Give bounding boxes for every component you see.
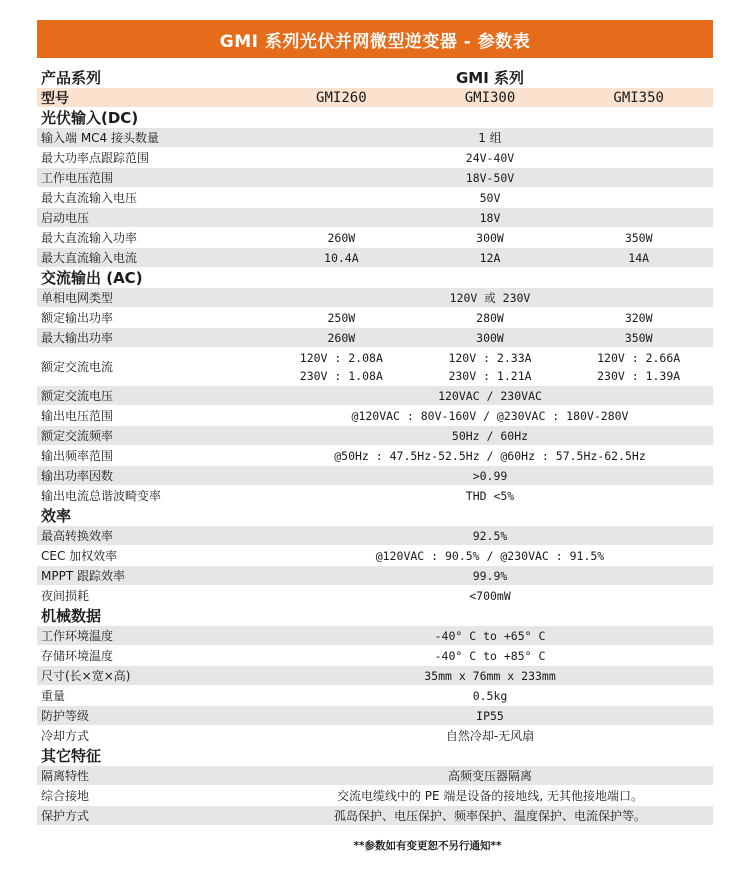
row-label: 型号 xyxy=(41,90,69,107)
row-value: 120VAC / 230VAC xyxy=(438,388,542,403)
row-label: CEC 加权效率 xyxy=(41,549,118,563)
row-value: 交流电缆线中的 PE 端是设备的接地线, 无其他接地端口。 xyxy=(336,789,644,803)
table-row xyxy=(37,386,713,406)
row-cell: 350W xyxy=(624,230,653,245)
row-label: 最大直流输入电压 xyxy=(41,191,138,205)
row-value: <700mW xyxy=(469,588,511,603)
row-label: 输出电流总谐波畸变率 xyxy=(41,489,162,503)
row-value: THD <5% xyxy=(465,488,515,503)
row-label: 输出功率因数 xyxy=(41,469,114,483)
table-row xyxy=(37,446,713,466)
row-value: 50Hz / 60Hz xyxy=(451,428,529,443)
table-row xyxy=(37,128,713,148)
table-row xyxy=(37,188,713,208)
row-value: 18V-50V xyxy=(465,170,515,185)
row-label: 保护方式 xyxy=(41,809,90,823)
row-label: 尺寸(长×宽×高) xyxy=(41,669,131,683)
table-row xyxy=(37,646,713,666)
row-label: 输出频率范围 xyxy=(41,449,114,463)
row-label: 隔离特性 xyxy=(41,769,90,783)
table-row xyxy=(37,248,713,268)
row-cell: 260W xyxy=(327,230,356,245)
section-title: 交流输出 (AC) xyxy=(41,269,143,287)
section-heading xyxy=(37,506,713,526)
row-value: 92.5% xyxy=(472,528,508,543)
row-value: 99.9% xyxy=(472,568,508,583)
table-row xyxy=(37,586,713,606)
row-cell: 260W xyxy=(327,330,356,345)
table-row xyxy=(37,348,713,386)
row-cell: 10.4A xyxy=(324,250,359,265)
row-label: 输入端 MC4 接头数量 xyxy=(41,131,159,145)
table-row xyxy=(37,168,713,188)
row-value: 35mm x 76mm x 233mm xyxy=(424,668,556,683)
row-value: @50Hz : 47.5Hz-52.5Hz / @60Hz : 57.5Hz-62.5Hz xyxy=(334,448,646,463)
table-row xyxy=(37,766,713,786)
cell-line: 230V : 1.08A xyxy=(299,368,383,383)
row-label: 防护等级 xyxy=(41,709,90,723)
row-value: 自然冷却-无风扇 xyxy=(445,729,535,743)
row-label: MPPT 跟踪效率 xyxy=(41,569,125,583)
table-row xyxy=(37,726,713,746)
cell-line: 230V : 1.21A xyxy=(448,368,532,383)
section-heading xyxy=(37,268,713,288)
table-row xyxy=(37,786,713,806)
spec-table xyxy=(37,68,713,826)
table-row xyxy=(37,328,713,348)
row-value: -40° C to +65° C xyxy=(434,628,546,643)
row-value: IP55 xyxy=(476,708,504,723)
table-row xyxy=(37,706,713,726)
table-row xyxy=(37,148,713,168)
row-label: 额定交流频率 xyxy=(41,429,114,443)
row-cell: 300W xyxy=(476,330,504,345)
table-row xyxy=(37,406,713,426)
table-row xyxy=(37,208,713,228)
row-label: 工作环境温度 xyxy=(41,629,114,643)
cell-line: 120V : 2.66A xyxy=(597,350,681,365)
row-label: 最大输出功率 xyxy=(41,331,114,345)
table-row xyxy=(37,426,713,446)
row-cell: 300W xyxy=(476,230,504,245)
footnote xyxy=(0,838,750,853)
row-label: 综合接地 xyxy=(41,789,90,803)
table-row xyxy=(37,228,713,248)
table-row xyxy=(37,308,713,328)
row-value: 0.5kg xyxy=(472,688,508,703)
cell-line: 120V : 2.33A xyxy=(448,350,532,365)
cell-line: 120V : 2.08A xyxy=(299,350,383,365)
product-series-row xyxy=(37,68,713,88)
row-label: 输出电压范围 xyxy=(41,409,114,423)
row-label: 最大直流输入电流 xyxy=(41,251,138,265)
row-value: @120VAC : 90.5% / @230VAC : 91.5% xyxy=(375,548,605,563)
section-title: 机械数据 xyxy=(41,607,102,625)
row-label: 最高转换效率 xyxy=(41,529,114,543)
row-value: @120VAC : 80V-160V / @230VAC : 180V-280V xyxy=(351,408,629,423)
row-label: 额定输出功率 xyxy=(41,311,114,325)
table-row xyxy=(37,566,713,586)
model-cell: GMI350 xyxy=(613,89,664,106)
row-value: 24V-40V xyxy=(465,150,515,165)
row-label: 产品系列 xyxy=(41,69,102,87)
row-value: 50V xyxy=(479,190,501,205)
row-label: 最大功率点跟踪范围 xyxy=(41,151,150,165)
row-value: GMI 系列 xyxy=(455,69,525,87)
row-cell: 14A xyxy=(628,250,650,265)
row-cell xyxy=(267,349,416,385)
section-heading xyxy=(37,606,713,626)
row-value: -40° C to +85° C xyxy=(434,648,546,663)
row-cell: 320W xyxy=(624,310,653,325)
row-label: 夜间损耗 xyxy=(41,589,90,603)
row-value: >0.99 xyxy=(472,468,508,483)
section-heading xyxy=(37,746,713,766)
row-value: 120V 或 230V xyxy=(449,290,531,305)
row-cell: 280W xyxy=(476,310,504,325)
model-cell: GMI260 xyxy=(316,89,367,106)
table-row xyxy=(37,546,713,566)
row-cell xyxy=(564,349,713,385)
row-value: 18V xyxy=(479,210,501,225)
row-label: 重量 xyxy=(41,689,66,703)
row-label: 启动电压 xyxy=(41,211,90,225)
table-row xyxy=(37,288,713,308)
table-row xyxy=(37,626,713,646)
section-title: 光伏输入(DC) xyxy=(41,109,139,127)
row-cell: 12A xyxy=(479,250,501,265)
row-label: 额定交流电流 xyxy=(41,360,114,374)
section-title: 效率 xyxy=(41,507,72,525)
row-label: 最大直流输入功率 xyxy=(41,231,138,245)
table-row xyxy=(37,666,713,686)
row-label: 存储环境温度 xyxy=(41,649,114,663)
row-cell: 350W xyxy=(624,330,653,345)
row-label: 额定交流电压 xyxy=(41,389,114,403)
row-label: 工作电压范围 xyxy=(41,171,114,185)
section-heading xyxy=(37,108,713,128)
table-row xyxy=(37,526,713,546)
footnote-text: **参数如有变更恕不另行通知** xyxy=(353,840,502,852)
page-title: GMI 系列光伏并网微型逆变器 - 参数表 xyxy=(37,20,713,58)
model-cell: GMI300 xyxy=(464,89,516,106)
table-row xyxy=(37,486,713,506)
row-value: 高频变压器隔离 xyxy=(447,769,532,783)
row-label: 单相电网类型 xyxy=(41,291,114,305)
row-value: 孤岛保护、电压保护、频率保护、温度保护、电流保护等。 xyxy=(333,809,646,823)
table-row xyxy=(37,806,713,826)
section-title: 其它特征 xyxy=(41,747,102,765)
row-label: 冷却方式 xyxy=(41,729,90,743)
row-value: 1 组 xyxy=(478,131,502,145)
cell-line: 230V : 1.39A xyxy=(597,368,681,383)
row-cell: 250W xyxy=(327,310,356,325)
model-row xyxy=(37,88,713,108)
row-cell xyxy=(416,349,565,385)
table-row xyxy=(37,686,713,706)
table-row xyxy=(37,466,713,486)
